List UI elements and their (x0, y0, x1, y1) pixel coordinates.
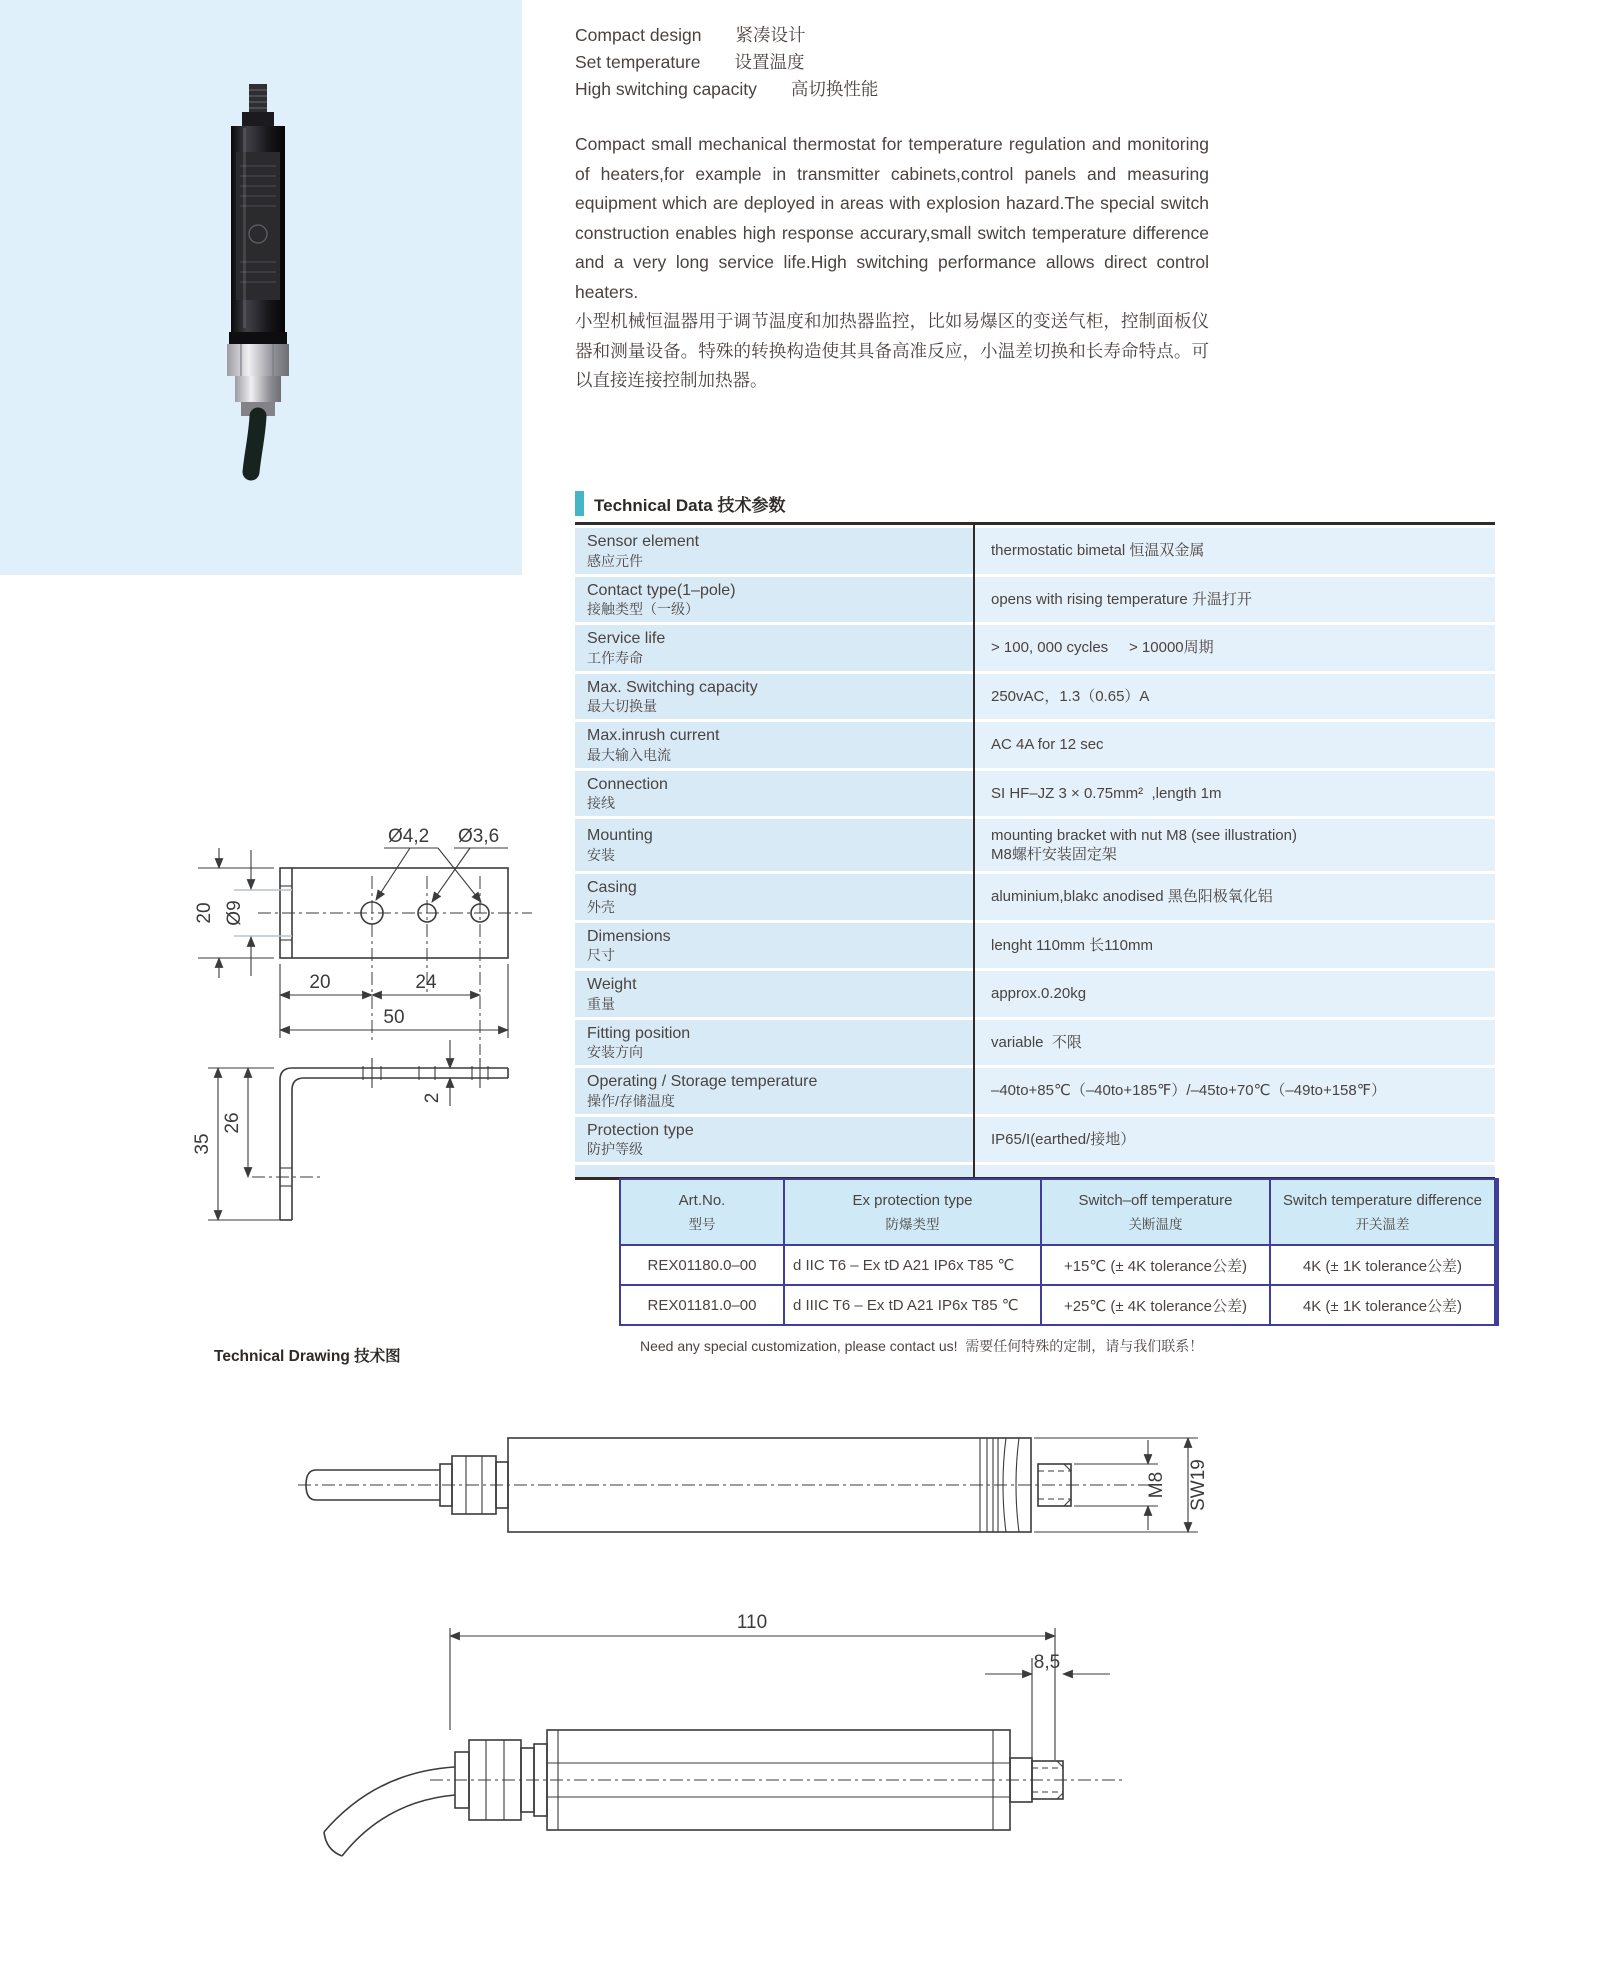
spec-value: > 100, 000 cycles > 10000周期 (991, 639, 1214, 657)
spec-row (575, 923, 1495, 969)
order-cell-artno: REX01180.0–00 (621, 1246, 785, 1286)
spec-row (575, 528, 1495, 574)
spec-row (575, 722, 1495, 768)
spec-label-zh: 重量 (587, 995, 615, 1012)
feature-row (575, 49, 878, 76)
order-header-zh: 关断温度 (1128, 1216, 1183, 1232)
spec-value: approx.0.20kg (991, 985, 1087, 1003)
order-cell-switch-off: +15℃ (± 4K tolerance公差) (1042, 1246, 1271, 1286)
spec-label-en: Service life (587, 630, 666, 647)
spec-row (575, 1117, 1495, 1163)
order-header-en: Switch–off temperature (1078, 1191, 1233, 1209)
dim-length: 110 (736, 1612, 768, 1633)
spec-table (575, 522, 1495, 1180)
spec-value: thermostatic bimetal 恒温双金属 (991, 542, 1205, 560)
order-header-artno (621, 1180, 785, 1246)
order-header-ex-type (785, 1180, 1042, 1246)
dim-thickness: 2 (422, 1092, 443, 1104)
order-header-zh: 型号 (688, 1216, 716, 1232)
spec-row (575, 674, 1495, 720)
feature-row (575, 22, 878, 49)
order-cell-ex-type: d IIIC T6 – Ex tD A21 IP6x T85 ℃ (785, 1286, 1042, 1324)
product-description (575, 130, 1209, 396)
spec-value: aluminium,blakc anodised 黑色阳极氧化铝 (991, 888, 1273, 906)
spec-value: lenght 110mm 长110mm (991, 936, 1154, 954)
dim-leg-height: 35 (192, 1133, 213, 1155)
spec-label-en: Contact type(1–pole) (587, 581, 736, 599)
spec-value: AC 4A for 12 sec (991, 736, 1104, 754)
feature-en: Set temperature (575, 52, 701, 72)
spec-value: opens with rising temperature 升温打开 (991, 590, 1252, 608)
spec-section-title: Technical Data 技术参数 (594, 495, 786, 515)
product-photo-panel (0, 0, 522, 575)
spec-label-en: Weight (587, 976, 637, 993)
customization-note: Need any special customization, please contact us! 需要任何特殊的定制，请与我们联系！ (640, 1338, 1204, 1354)
device-drawing-side (290, 1418, 1210, 1603)
spec-value: SI HF–JZ 3 × 0.75mm² ,length 1m (991, 784, 1222, 802)
order-header-en: Art.No. (678, 1191, 726, 1209)
spec-row (575, 874, 1495, 920)
order-cell-switch-diff: 4K (± 1K tolerance公差) (1271, 1246, 1494, 1286)
order-header-en: Switch temperature difference (1283, 1191, 1482, 1209)
spec-label-zh: 接触类型（一级） (587, 601, 699, 617)
dim-hole-offset: 26 (222, 1112, 243, 1134)
spec-label-en: Mounting (587, 827, 653, 845)
order-header-zh: 开关温差 (1355, 1216, 1410, 1232)
spec-label-zh: 外壳 (587, 898, 615, 915)
dim-wrench-size: SW19 (1188, 1459, 1209, 1511)
spec-value: mounting bracket with nut M8 (see illustration) (991, 827, 1297, 844)
spec-label-en: Connection (587, 775, 668, 793)
feature-list (575, 22, 878, 103)
spec-label-zh: 安装方向 (587, 1044, 643, 1060)
spec-value: –40to+85℃（–40to+185℉）/–45to+70℃（–49to+158℉） (991, 1082, 1387, 1100)
spec-row (575, 971, 1495, 1017)
spec-row (575, 771, 1495, 817)
teal-accent-bar (575, 491, 584, 516)
mounting-bracket-drawing (170, 790, 570, 1250)
dim-stud-length: 8,5 (1033, 1652, 1061, 1673)
dim-hole-big: Ø9 (224, 900, 245, 926)
description-en: Compact small mechanical thermostat for temperature regulation and monitoring of heaters,for example in transmitter cabinets,control panels and measuring equipment which are deployed in areas with explosion hazard.The special switch construction enables high response accurary,small switch temperature difference and a very long service life.High switching performance allows direct control heaters. (575, 134, 1209, 302)
order-cell-artno: REX01181.0–00 (621, 1286, 785, 1324)
feature-zh: 紧凑设计 (735, 25, 806, 45)
spec-label-en: Protection type (587, 1121, 694, 1139)
feature-en: Compact design (575, 25, 702, 45)
spec-label-zh: 最大输入电流 (587, 746, 671, 763)
spec-row (575, 577, 1495, 623)
order-cell-ex-type: d IIC T6 – Ex tD A21 IP6x T85 ℃ (785, 1246, 1042, 1286)
spec-label-en: Max. Switching capacity (587, 678, 758, 696)
dim-pitch-right: 24 (415, 972, 437, 993)
dim-total-length: 50 (383, 1007, 405, 1028)
feature-row (575, 76, 878, 103)
spec-table-footer-strip (575, 1165, 1495, 1177)
spec-label-zh: 工作寿命 (587, 649, 643, 666)
spec-label-zh: 操作/存储温度 (587, 1092, 675, 1109)
dim-hole-small-right: Ø3,6 (458, 826, 500, 847)
spec-row (575, 1068, 1495, 1114)
feature-zh: 设置温度 (734, 52, 805, 72)
product-photo (0, 0, 522, 575)
spec-label-zh: 接线 (587, 795, 615, 811)
order-table (619, 1178, 1499, 1326)
spec-label-en: Operating / Storage temperature (587, 1073, 818, 1090)
order-cell-switch-diff: 4K (± 1K tolerance公差) (1271, 1286, 1494, 1324)
order-header-switch-diff (1271, 1180, 1494, 1246)
spec-value-line2: M8螺杆安装固定架 (991, 846, 1117, 863)
spec-value: variable 不限 (991, 1033, 1082, 1051)
description-zh: 小型机械恒温器用于调节温度和加热器监控，比如易爆区的变送气柜，控制面板仪器和测量设备。特殊的转换构造使其具备高准反应，小温差切换和长寿命特点。可以直接连接控制加热器。 (575, 311, 1209, 390)
spec-label-zh: 尺寸 (587, 947, 615, 963)
dim-plate-width: 20 (194, 902, 215, 924)
spec-label-zh: 防护等级 (587, 1141, 643, 1157)
spec-label-en: Dimensions (587, 927, 671, 945)
order-header-en: Ex protection type (852, 1191, 973, 1209)
dim-pitch-left: 20 (309, 972, 331, 993)
order-header-zh: 防爆类型 (885, 1216, 940, 1232)
spec-label-en: Sensor element (587, 533, 700, 550)
device-drawing-length (290, 1600, 1210, 1945)
spec-label-en: Casing (587, 879, 637, 896)
spec-label-zh: 安装 (587, 846, 615, 863)
spec-label-en: Fitting position (587, 1024, 691, 1042)
spec-label-zh: 感应元件 (587, 552, 643, 569)
feature-en: High switching capacity (575, 79, 757, 99)
spec-label-en: Max.inrush current (587, 727, 720, 744)
dim-thread: M8 (1146, 1471, 1167, 1499)
spec-value: IP65/I(earthed/接地） (991, 1130, 1136, 1148)
spec-row (575, 819, 1495, 871)
spec-row (575, 1020, 1495, 1066)
feature-zh: 高切换性能 (790, 79, 879, 99)
order-header-switch-off (1042, 1180, 1271, 1246)
spec-row (575, 625, 1495, 671)
drawing-section-title: Technical Drawing 技术图 (214, 1348, 401, 1365)
spec-section-header (575, 490, 785, 516)
order-cell-switch-off: +25℃ (± 4K tolerance公差) (1042, 1286, 1271, 1324)
spec-label-zh: 最大切换量 (587, 698, 657, 714)
spec-value: 250vAC，1.3（0.65）A (991, 687, 1150, 705)
dim-hole-small-left: Ø4,2 (388, 826, 430, 847)
thermostat-photo-illustration (227, 84, 289, 472)
